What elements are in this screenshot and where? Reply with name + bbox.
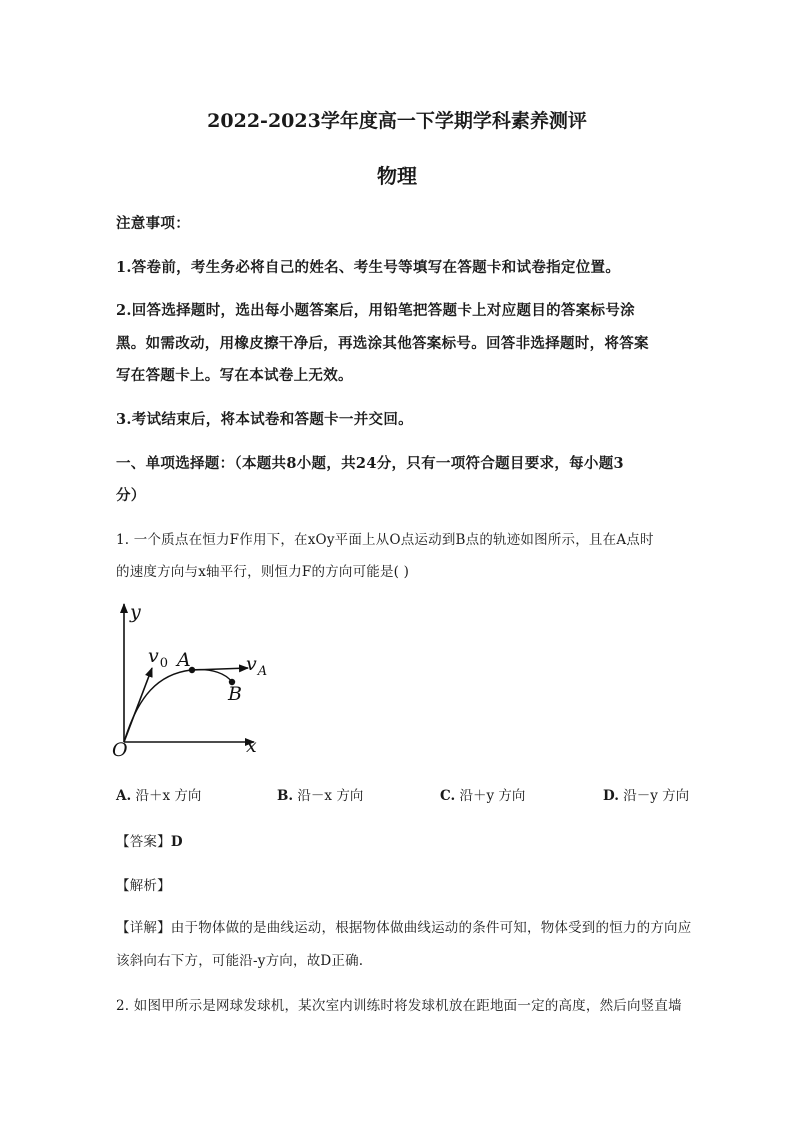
vA-arrow bbox=[192, 668, 248, 670]
notice-line-2b: 黑。如需改动，用橡皮擦干净后，再选涂其他答案标号。回答非选择题时，将答案 bbox=[116, 335, 649, 352]
notice-line-3: 3.考试结束后，将本试卷和答题卡一并交回。 bbox=[116, 411, 413, 428]
section-heading-a: 一、单项选择题：（本题共8小题，共24分，只有一项符合题目要求，每小题3 bbox=[116, 455, 624, 472]
notice-line-2a: 2.回答选择题时，选出每小题答案后，用铅笔把答题卡上对应题目的答案标号涂 bbox=[116, 302, 635, 319]
v0-label: $v_0$ bbox=[148, 645, 169, 671]
notice-line-1: 1.答卷前，考生务必将自己的姓名、考生号等填写在答题卡和试卷指定位置。 bbox=[116, 259, 621, 276]
choice-d-text: 沿－y 方向 bbox=[623, 788, 690, 804]
b-label: B bbox=[228, 683, 242, 705]
detail-line-b: 该斜向右下方，可能沿-y方向，故D正确. bbox=[116, 953, 364, 969]
q1-figure bbox=[108, 596, 278, 761]
q1-stem-b: 的速度方向与x轴平行，则恒力F的方向可能是( ) bbox=[116, 564, 410, 580]
detail-line-a: 【详解】由于物体做的是曲线运动，根据物体做曲线运动的条件可知，物体受到的恒力的方向应 bbox=[116, 920, 692, 936]
choice-c bbox=[440, 784, 525, 804]
y-axis-label: y bbox=[130, 601, 141, 623]
choice-d-letter: D. bbox=[603, 788, 619, 804]
x-axis-label: x bbox=[246, 735, 257, 757]
answer-line bbox=[116, 830, 183, 850]
notice-heading: 注意事项： bbox=[116, 215, 190, 232]
answer-value: D bbox=[170, 834, 183, 850]
answer-label: 【答案】 bbox=[116, 834, 171, 850]
section-heading-b: 分） bbox=[116, 487, 146, 504]
vA-label: $v_A$ bbox=[246, 653, 268, 679]
choice-b-letter: B. bbox=[277, 788, 294, 804]
choice-a bbox=[116, 784, 201, 804]
analysis-label: 【解析】 bbox=[116, 878, 171, 894]
choice-c-letter: C. bbox=[440, 788, 456, 804]
choice-a-text: 沿＋x 方向 bbox=[135, 788, 202, 804]
choice-c-text: 沿＋y 方向 bbox=[459, 788, 526, 804]
q2-stem-a: 2. 如图甲所示是网球发球机，某次室内训练时将发球机放在距地面一定的高度，然后向竖直墙 bbox=[116, 998, 682, 1014]
choice-d bbox=[603, 784, 689, 804]
trajectory-curve bbox=[124, 670, 232, 742]
choice-a-letter: A. bbox=[116, 788, 132, 804]
origin-label: O bbox=[112, 739, 128, 761]
subject-title: 物理 bbox=[377, 164, 417, 188]
a-label: A bbox=[177, 649, 191, 671]
v0-arrow bbox=[124, 668, 152, 742]
notice-line-2c: 写在答题卡上。写在本试卷上无效。 bbox=[116, 367, 353, 384]
exam-title: 2022-2023学年度高一下学期学科素养测评 bbox=[207, 110, 587, 132]
q1-stem-a: 1. 一个质点在恒力F作用下，在xOy平面上从O点运动到B点的轨迹如图所示，且在A点时 bbox=[116, 532, 654, 548]
choice-b bbox=[277, 784, 363, 804]
choice-b-text: 沿－x 方向 bbox=[297, 788, 364, 804]
